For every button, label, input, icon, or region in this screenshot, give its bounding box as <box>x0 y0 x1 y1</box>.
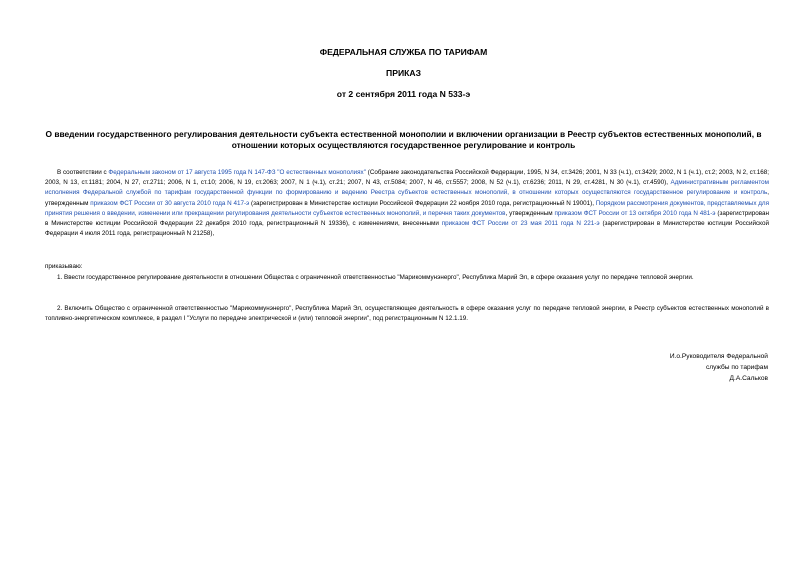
order-417-link[interactable]: приказом ФСТ России от 30 августа 2010 года N 417-э <box>90 199 250 207</box>
document-title: О введении государственного регулирования деятельности субъекта естественной монополии и включении организации в Реестр субъектов естественных монополий, в отношении которых осуществляются государственное регулирование и контроль <box>45 129 762 150</box>
preamble-text-2: (Собрание законодательства Российской Федерации, 1995, N 34, ст.3426; 2001, N 33 (ч.1), ст.3429; 2002, N 1 (ч.1), ст.2; 2003, N 2, ст.168; 2003, N 13, ст.1181; 2004, N 27, ст.2711; 2006, N 1, ст.10; 2006, N 19, ст.2063; 2007, N 1 (ч.1), ст.21; 2007, N 43, ст.5084; 2007, N 46, ст.5557; 2008, N 52 (ч.1), ст.6236; 2011, N 29, ст.4281, N 30 (ч.1), ст.4590), <box>45 169 769 187</box>
preamble-text-6: (зарегистрирован в Министерстве юстиции Российской Федерации 22 декабря 2010 года, регистрационный N 19336), с изменениями, внесенными <box>45 209 769 228</box>
signature-position: И.о.Руководителя Федеральной <box>669 353 768 360</box>
order-item-2: 2. Включить Общество с ограниченной ответственностью "Марикоммунэнерго", Республика Марий Эл, осуществляющее деятельность в сфере оказания услуг по передаче тепловой энергии, в Реестр субъектов естественных монополий в топливно-энергетическом комплексе, в раздел I "Услуги по передаче электрической и (или) тепловой энергии", под регистрационным N 12.1.19. <box>45 305 769 323</box>
preamble-text-4: (зарегистрирован в Министерстве юстиции Российской Федерации 22 ноября 2010 года, регистрационный N 19001), <box>249 199 596 207</box>
signature-agency: службы по тарифам <box>705 364 768 371</box>
order-item-1: 1. Ввести государственное регулирование деятельности в отношении Общества с ограниченной ответственностью "Марикоммунэнерго", Республика Марий Эл, в сфере оказания услуг по передаче тепловой энергии. <box>57 274 694 281</box>
preamble-text-7: (зарегистрирован в Министерстве юстиции Российской Федерации 4 июля 2011 года, регистрационный N 21258), <box>45 220 769 238</box>
preamble-text-3: , утвержденным <box>45 189 769 207</box>
federal-law-link[interactable]: Федеральным законом от 17 августа 1995 года N 147-ФЗ "О естественных монополиях" <box>108 169 366 176</box>
signature-block <box>670 351 768 384</box>
date-and-number: от 2 сентября 2011 года N 533-э <box>336 89 471 99</box>
order-481-link[interactable]: приказом ФСТ России от 13 октября 2010 года N 481-э <box>554 209 716 217</box>
document-type: ПРИКАЗ <box>386 68 421 78</box>
order-word: приказываю: <box>45 263 83 270</box>
preamble-text-1: В соответствии с <box>57 169 109 176</box>
procedure-link[interactable]: Порядком рассмотрения документов, представляемых для принятия решения о введении, изменении или прекращении регулирования деятельности субъектов естественных монополий, и перечня таких документов <box>45 199 770 217</box>
preamble-text-5: , утвержденным <box>505 209 555 217</box>
admin-regulation-link[interactable]: Административным регламентом исполнения Федеральной службой по тарифам государственной функции по формированию и ведению Реестра субъектов естественных монополий, в отношении которых осуществляются государственное регулирование и контроль <box>45 179 769 197</box>
signature-name: Д.А.Сальков <box>729 375 768 382</box>
agency-heading: ФЕДЕРАЛЬНАЯ СЛУЖБА ПО ТАРИФАМ <box>319 47 488 57</box>
order-221-link[interactable]: приказом ФСТ России от 23 мая 2011 года N 221-э <box>441 220 600 228</box>
preamble-paragraph <box>45 168 769 239</box>
